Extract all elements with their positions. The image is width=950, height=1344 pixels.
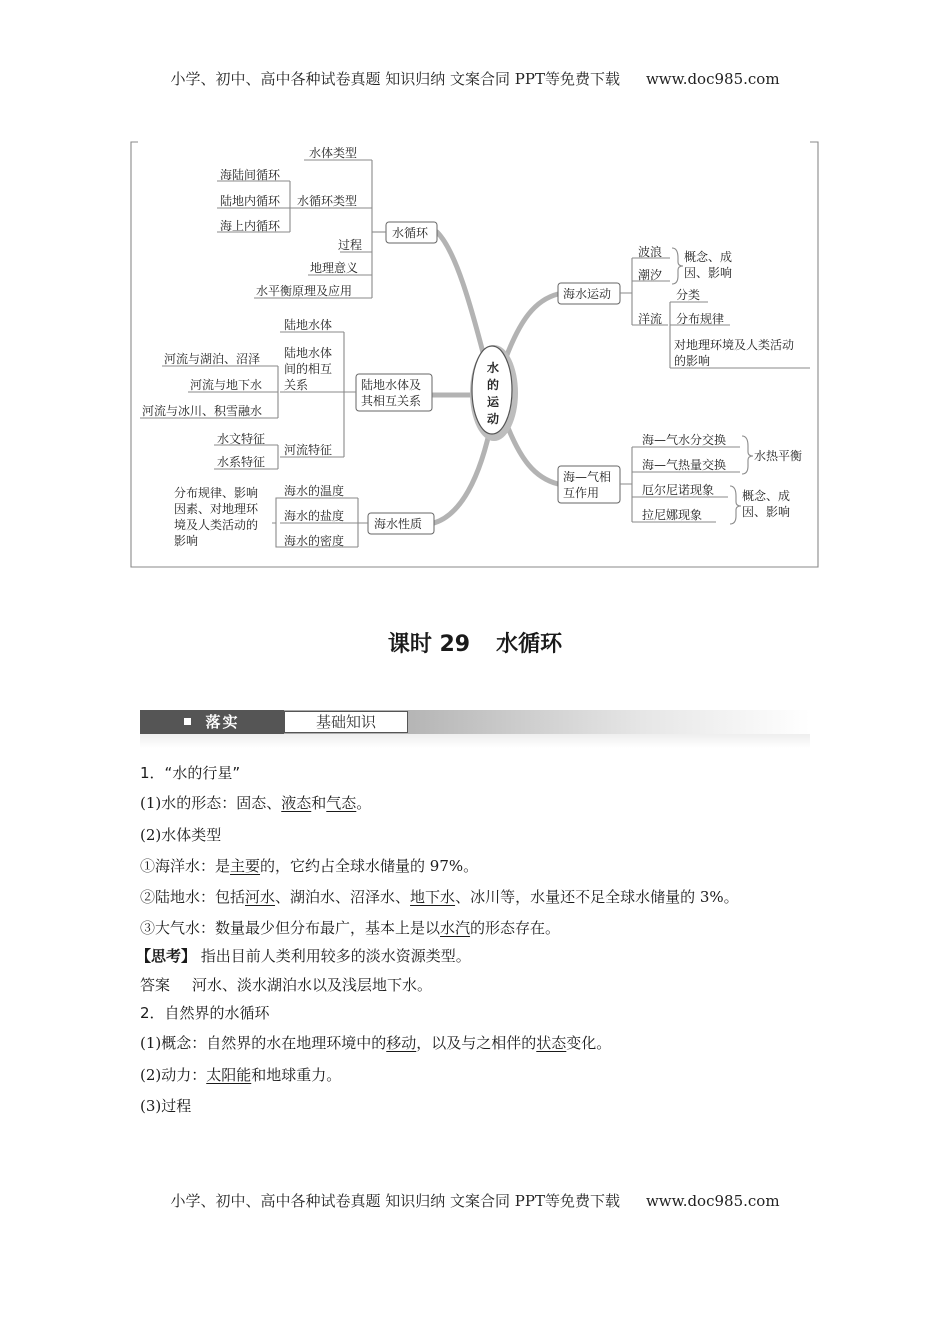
- sm-current: 洋流: [638, 312, 663, 326]
- sea-air-label-2: 互作用: [563, 486, 600, 500]
- land-water-label-2: 其相互关系: [361, 394, 422, 408]
- text: (2)动力：: [140, 1066, 207, 1084]
- header-url: www.doc985.com: [645, 70, 780, 88]
- text: (1)水的形态：固态、: [140, 794, 282, 812]
- lw-river-item-2: 水系特征: [217, 455, 266, 469]
- sp-note-3: 境及人类活动的: [174, 518, 259, 532]
- think-answer: [140, 974, 432, 995]
- sm-current-item-2: 分布规律: [676, 312, 725, 326]
- lesson-title: [0, 627, 950, 658]
- sa-phen-note-1: 概念、成: [742, 489, 791, 503]
- lw-relation-item-1: 河流与湖泊、沼泽: [164, 352, 261, 366]
- banner-left-label: 落实: [205, 713, 240, 731]
- text: (1)概念：自然界的水在地理环境中的: [140, 1034, 387, 1052]
- sa-phen-note-2: 因、影响: [742, 505, 791, 519]
- banner-left: [140, 710, 284, 734]
- text: 、湖泊水、沼泽水、: [275, 888, 411, 906]
- text: 。: [356, 794, 372, 812]
- paragraph-states: [140, 792, 371, 813]
- wc-cycle-types: 水循环类型: [297, 194, 358, 208]
- sea-props-label: 海水性质: [374, 517, 423, 531]
- mind-map: [0, 0, 950, 600]
- sa-phen-2: 拉尼娜现象: [642, 508, 703, 522]
- text: 的形态存在。: [470, 919, 561, 937]
- sp-bracket: [272, 498, 280, 547]
- think-text: 指出目前人类利用较多的淡水资源类型。: [200, 947, 471, 965]
- land-water-label-1: 陆地水体及: [361, 378, 422, 392]
- answer-gas: 气态: [326, 794, 357, 812]
- lesson-name: 水循环: [496, 632, 563, 657]
- wc-water-types: 水体类型: [309, 146, 358, 160]
- wc-cycle-1: 海陆间循环: [220, 168, 281, 182]
- branch-sea-motion: [505, 294, 558, 360]
- text: 变化。: [566, 1034, 612, 1052]
- sp-note-4: 影响: [174, 534, 199, 548]
- sea-air-label-1: 海—气相: [563, 470, 612, 484]
- sp-spine: [358, 498, 368, 547]
- sm-tide: 潮汐: [638, 268, 663, 282]
- lesson-number: 课时 29: [387, 632, 471, 657]
- sa-exchange-1: 海—气水分交换: [642, 433, 727, 447]
- answer-solar: 太阳能: [206, 1066, 252, 1084]
- banner-right: 基础知识: [284, 711, 408, 733]
- lw-relation-item-2: 河流与地下水: [190, 378, 263, 392]
- section-banner: [140, 710, 810, 734]
- sp-item-3: 海水的密度: [284, 534, 345, 548]
- text: ③大气水：数量最少但分布最广，基本上是以: [140, 919, 441, 937]
- sea-motion-label: 海水运动: [563, 287, 612, 301]
- text: 和: [311, 794, 327, 812]
- water-cycle-label: 水循环: [392, 226, 429, 240]
- answer-state: 状态: [536, 1034, 567, 1052]
- branch-sea-air: [505, 420, 558, 484]
- lw-relation-item-3: 河流与冰川、积雪融水: [142, 404, 263, 418]
- lw-relation-2: 间的相互: [284, 362, 333, 376]
- sa-balance: 水热平衡: [754, 449, 803, 463]
- answer-main: 主要: [230, 857, 261, 875]
- text: ，以及与之相伴的: [416, 1034, 537, 1052]
- wc-significance: 地理意义: [310, 261, 359, 275]
- text: 的，它约占全球水储量的 97%。: [260, 857, 479, 875]
- sa-phen-1: 厄尔尼诺现象: [642, 483, 715, 497]
- paragraph-power: [140, 1064, 341, 1085]
- footer-url: www.doc985.com: [645, 1192, 780, 1210]
- sa-phen-brace: [730, 486, 741, 524]
- center-char-3: 运: [486, 395, 500, 409]
- wc-process: 过程: [338, 238, 363, 252]
- wc-balance: 水平衡原理及应用: [256, 284, 353, 298]
- sm-spine: [620, 258, 632, 325]
- sp-note-1: 分布规律、影响: [174, 486, 259, 500]
- text: 和地球重力。: [251, 1066, 342, 1084]
- text: ②陆地水：包括: [140, 888, 246, 906]
- lw-relation-3: 关系: [284, 378, 309, 392]
- sm-wave-brace: [672, 248, 683, 284]
- answer-liquid: 液态: [281, 794, 312, 812]
- sm-wave-note-2: 因、影响: [684, 266, 733, 280]
- footer-text: 小学、初中、高中各种试卷真题 知识归纳 文案合同 PPT等免费下载: [170, 1192, 620, 1210]
- think-question: [136, 945, 471, 966]
- think-label: 【思考】: [136, 947, 197, 965]
- center-char-1: 水: [486, 361, 500, 375]
- sm-current-item-1: 分类: [676, 288, 701, 302]
- answer-vapor: 水汽: [440, 919, 471, 937]
- text: 、冰川等，水量还不足全球水储量的 3%。: [455, 888, 739, 906]
- paragraph-land-water: [140, 886, 739, 907]
- paragraph-concept: [140, 1032, 611, 1053]
- lw-relation-1: 陆地水体: [284, 346, 333, 360]
- sp-note-2: 因素、对地理环: [174, 502, 259, 516]
- text: ①海洋水：是: [140, 857, 231, 875]
- center-char-2: 的: [486, 378, 500, 392]
- answer-groundwater: 地下水: [410, 888, 456, 906]
- paragraph-ocean-water: [140, 855, 478, 876]
- paragraph-atmo-water: [140, 917, 560, 938]
- answer-label: 答案: [140, 976, 171, 994]
- square-bullet-icon: [184, 718, 191, 725]
- lw-river: 河流特征: [284, 443, 333, 457]
- paragraph-water-types: (2)水体类型: [140, 826, 222, 844]
- wc-cycle-3: 海上内循环: [220, 219, 281, 233]
- paragraph-process: (3)过程: [140, 1097, 192, 1115]
- lw-land-body: 陆地水体: [284, 318, 333, 332]
- wc-cycle-2: 陆地内循环: [220, 194, 281, 208]
- answer-river: 河水: [245, 888, 276, 906]
- sp-item-2: 海水的盐度: [284, 509, 345, 523]
- sp-item-1: 海水的温度: [284, 484, 345, 498]
- lw-river-item-1: 水文特征: [217, 432, 266, 446]
- page-footer: [0, 1190, 950, 1211]
- sa-exchange-2: 海—气热量交换: [642, 458, 727, 472]
- sm-waves: 波浪: [638, 245, 663, 259]
- center-char-4: 动: [486, 412, 500, 426]
- sm-impact-1: 对地理环境及人类活动: [674, 338, 795, 352]
- banner-shadow: [140, 734, 810, 748]
- answer-movement: 移动: [386, 1034, 417, 1052]
- answer-text: 河水、淡水湖泊水以及浅层地下水。: [192, 976, 433, 994]
- section-1-heading: 1．“水的行星”: [140, 764, 241, 782]
- sa-exchange-brace: [742, 436, 753, 474]
- sm-wave-note-1: 概念、成: [684, 250, 733, 264]
- section-2-heading: 2．自然界的水循环: [140, 1004, 270, 1022]
- lw-spine: [344, 332, 356, 457]
- sm-impact-2: 的影响: [674, 354, 711, 368]
- sa-spine: [620, 447, 632, 522]
- header-text: 小学、初中、高中各种试卷真题 知识归纳 文案合同 PPT等免费下载: [170, 70, 620, 88]
